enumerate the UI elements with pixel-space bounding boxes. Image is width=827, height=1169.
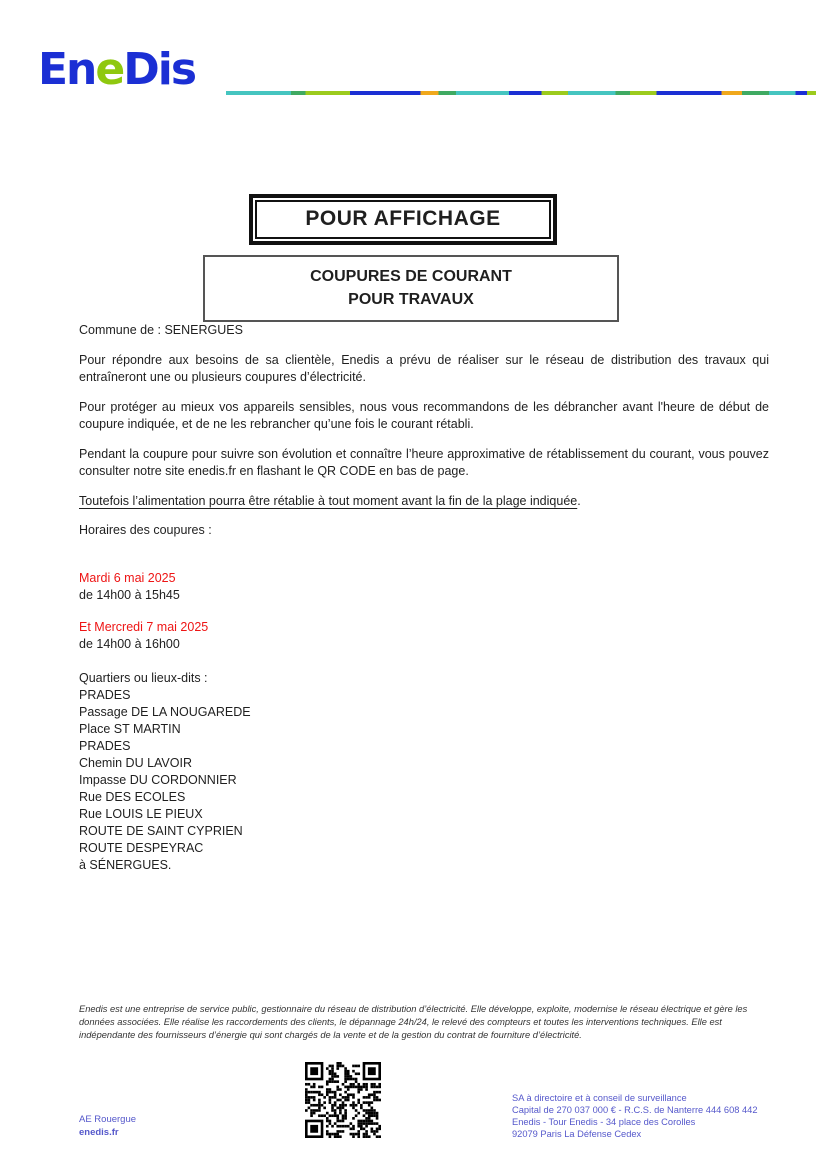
logo-text-blue-left: En — [38, 44, 96, 95]
location-item: Rue LOUIS LE PIEUX — [79, 806, 203, 821]
paragraph-underlined — [79, 493, 769, 511]
coupures-notice-box — [203, 255, 619, 322]
legal-line: 92079 Paris La Défense Cedex — [512, 1129, 642, 1139]
website-link: enedis.fr — [79, 1127, 119, 1138]
schedule-time-2: de 14h00 à 16h00 — [79, 637, 180, 651]
commune-line: Commune de : SENERGUES — [79, 323, 243, 337]
schedule-label: Horaires des coupures : — [79, 523, 212, 537]
location-item: Passage DE LA NOUGAREDE — [79, 704, 251, 719]
location-item: Rue DES ECOLES — [79, 789, 186, 804]
logo-text-green-e: e — [95, 44, 124, 95]
footer-disclaimer: Enedis est une entreprise de service public, gestionnaire du réseau de distribution d’électricité. Elle développe, exploite, modernise le réseau électrique et gère les données associées. Elle réalise les raccordements des clients, le dépannage 24h/24, le relevé des compteurs et toutes les interventions techniques. Elle est indépendante des fournisseurs d’énergie qui sont chargés de la vente et de la gestion du contrat de fourniture d’électricité. — [79, 1004, 748, 1040]
legal-line: Enedis - Tour Enedis - 34 place des Corolles — [512, 1117, 696, 1127]
location-item: PRADES — [79, 687, 131, 702]
location-item: Place ST MARTIN — [79, 721, 181, 736]
document-body — [79, 322, 769, 874]
legal-block — [512, 1092, 758, 1140]
locations-section — [79, 670, 769, 874]
logo-text-blue-right: Dis — [123, 44, 196, 95]
legal-line: Capital de 270 037 000 € - R.C.S. de Nanterre 444 608 442 — [512, 1105, 758, 1115]
legal-line: SA à directoire et à conseil de surveillance — [512, 1093, 687, 1103]
qr-code — [305, 1061, 381, 1139]
location-item: Impasse DU CORDONNIER — [79, 772, 237, 787]
schedule-time-1: de 14h00 à 15h45 — [79, 588, 180, 602]
agency-name: AE Rouergue — [79, 1114, 137, 1125]
notice-title-line2: POUR TRAVAUX — [348, 291, 474, 308]
pour-affichage-banner — [249, 194, 557, 245]
paragraph-qrcode: Pendant la coupure pour suivre son évolution et connaître l’heure approximative de rétablissement du courant, vous pouvez consulter notre site enedis.fr en flashant le QR CODE en bas de page. — [79, 446, 769, 478]
underlined-sentence-period: . — [577, 493, 581, 508]
paragraph-intro: Pour répondre aux besoins de sa clientèle, Enedis a prévu de réaliser sur le réseau de distribution des travaux qui entraîneront une ou plusieurs coupures d’électricité. — [79, 352, 769, 384]
agency-block — [79, 1113, 136, 1139]
location-item: ROUTE DE SAINT CYPRIEN — [79, 823, 243, 838]
location-item: Chemin DU LAVOIR — [79, 755, 192, 770]
locations-label: Quartiers ou lieux-dits : — [79, 670, 208, 685]
brand-separator-line — [226, 91, 816, 95]
paragraph-advice: Pour protéger au mieux vos appareils sensibles, nous vous recommandons de les débrancher avant l'heure de début de coupure indiquée, et de ne les rebrancher qu’une fois le courant rétabli. — [79, 399, 769, 431]
location-item: PRADES — [79, 738, 131, 753]
banner-title: POUR AFFICHAGE — [305, 207, 501, 230]
schedule-section — [79, 570, 769, 654]
schedule-date-1: Mardi 6 mai 2025 — [79, 570, 176, 585]
schedule-date-2: Et Mercredi 7 mai 2025 — [79, 619, 209, 634]
underlined-sentence: Toutefois l’alimentation pourra être rétablie à tout moment avant la fin de la plage indiquée — [79, 493, 578, 508]
pour-affichage-banner-inner — [255, 200, 551, 239]
notice-title-line1: COUPURES DE COURANT — [310, 268, 512, 285]
enedis-logo — [38, 44, 196, 95]
location-item: à SÉNERGUES. — [79, 857, 172, 872]
location-item: ROUTE DESPEYRAC — [79, 840, 204, 855]
